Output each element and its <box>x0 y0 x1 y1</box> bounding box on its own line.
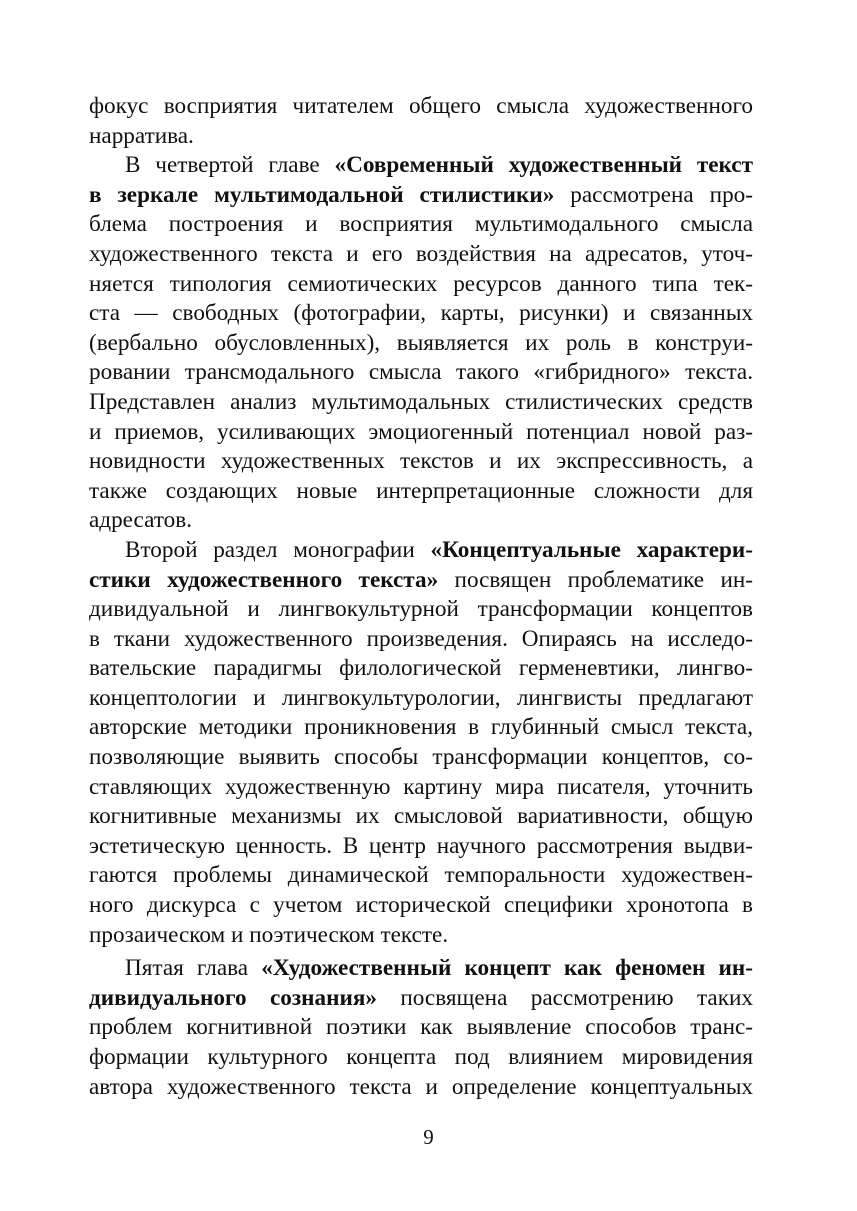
text-line: (вербально обусловленных), выявляется их роль в конструи- <box>89 329 753 356</box>
text-line: нарратива. <box>89 122 194 149</box>
section-title-bold: «Концептуальные характери- <box>430 536 753 563</box>
text-line: также создающих новые интерпретационные сложности для <box>89 477 753 504</box>
text-line: ного дискурса с учетом исторической специфики хронотопа в <box>89 892 753 919</box>
text-line <box>89 566 753 596</box>
chapter-title-bold: в зеркале мультимодальной стилистики» <box>89 181 555 208</box>
text-run: рассмотрена про- <box>554 181 753 208</box>
text-line: эстетическую ценность. В центр научного рассмотрения выдви- <box>89 832 753 859</box>
text-line: авторские методики проникновения в глубинный смысл текста, <box>89 714 753 741</box>
text-run: В четвертой главе <box>125 152 335 179</box>
text-line: фокус восприятия читателем общего смысла художественного <box>89 93 753 119</box>
page-number: 9 <box>423 1125 434 1149</box>
text-line <box>89 954 753 984</box>
text-run: посвящена рассмотрению таких <box>376 984 753 1011</box>
text-line: в ткани художественного произведения. Опираясь на исследо- <box>89 625 753 652</box>
text-line: ста — свободных (фотографии, карты, рисунки) и связанных <box>89 300 753 327</box>
text-line: позволяющие выявить способы трансформации концептов, со- <box>89 744 753 771</box>
text-line: когнитивные механизмы их смысловой вариативности, общую <box>89 803 753 830</box>
text-run: Пятая глава <box>125 955 262 982</box>
text-line: ровании трансмодального смысла такого «гибридного» текста. <box>89 359 753 386</box>
text-line: дивидуальной и лингвокультурной трансформации концептов <box>89 596 753 623</box>
text-line: гаются проблемы динамической темпоральности художествен- <box>89 862 753 889</box>
chapter-title-bold: «Художественный концепт как феномен ин- <box>261 955 754 982</box>
text-line: новидности художественных текстов и их экспрессивность, а <box>89 448 753 475</box>
text-line <box>89 181 753 211</box>
text-line: художественного текста и его воздействия на адресатов, уточ- <box>89 240 753 267</box>
text-run: посвящен проблематике ин- <box>438 566 753 593</box>
text-line: и приемов, усиливающих эмоциогенный потенциал новой раз- <box>89 418 753 445</box>
text-line: автора художественного текста и определение концептуальных <box>89 1073 753 1100</box>
text-line: формации культурного концепта под влиянием мировидения <box>89 1044 753 1070</box>
text-line: проблем когнитивной поэтики как выявление способов транс- <box>89 1014 753 1041</box>
text-line <box>89 984 753 1014</box>
chapter-title-bold: «Современный художественный текст <box>334 152 753 179</box>
text-line: вательские парадигмы филологической герменевтики, лингво- <box>89 655 753 682</box>
text-line: ставляющих художественную картину мира писателя, уточнить <box>89 773 753 800</box>
chapter-title-bold: дивидуального сознания» <box>89 984 377 1011</box>
text-line <box>89 536 753 566</box>
text-line <box>89 151 753 181</box>
text-line: концептологии и лингвокультурологии, лингвисты предлагают <box>89 684 753 711</box>
text-line: блема построения и восприятия мультимодального смысла <box>89 211 753 238</box>
text-line: няется типология семиотических ресурсов данного типа тек- <box>89 270 753 297</box>
text-run: Второй раздел монографии <box>125 536 431 563</box>
text-line: адресатов. <box>89 507 192 534</box>
section-title-bold: стики художественного текста» <box>89 566 439 593</box>
body-text <box>89 92 753 1102</box>
text-line: Представлен анализ мультимодальных стилистических средств <box>89 388 753 415</box>
text-line: прозаическом и поэтическом тексте. <box>89 921 449 948</box>
